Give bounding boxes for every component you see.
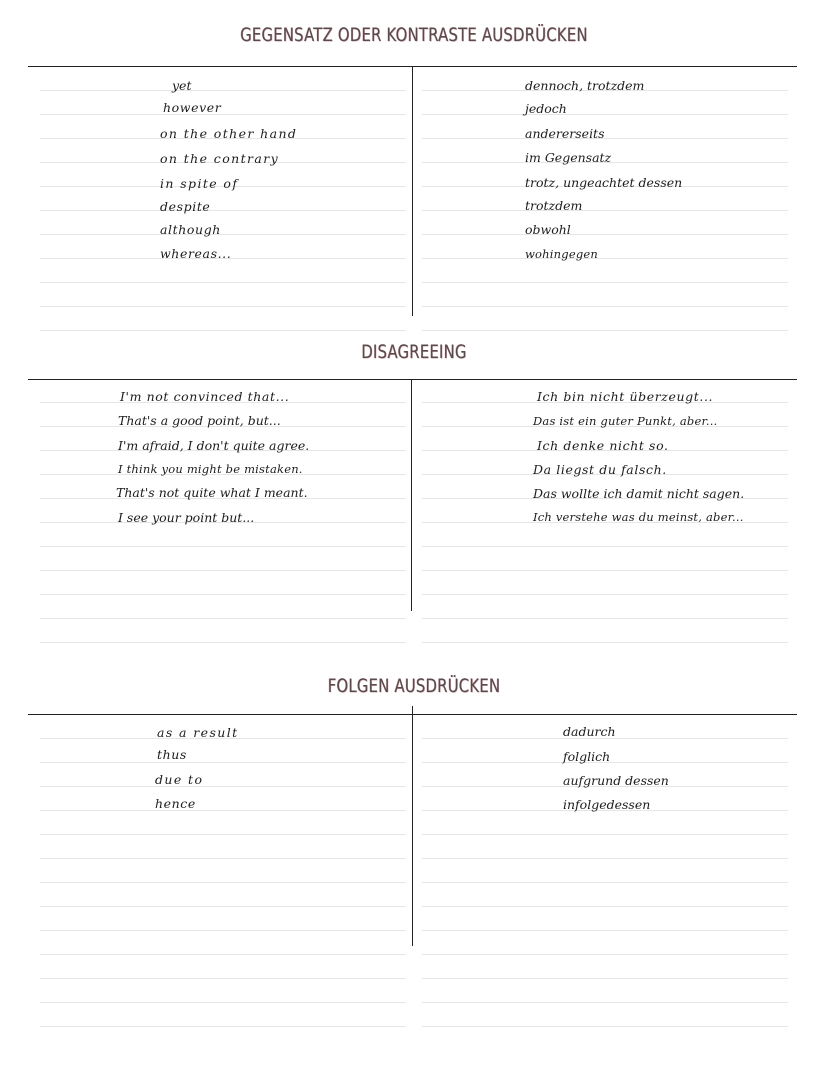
list-item: folglich: [563, 749, 611, 764]
list-item: aufgrund dessen: [563, 773, 669, 788]
section-3-divider-vertical: [412, 706, 413, 946]
list-item: wohingegen: [525, 247, 598, 261]
list-item: due to: [155, 772, 204, 787]
ruling-line: [40, 618, 406, 619]
ruling-line: [422, 114, 788, 115]
section-1-title: GEGENSATZ ODER KONTRASTE AUSDRÜCKEN: [240, 24, 588, 46]
ruling-line: [422, 282, 788, 283]
ruling-line: [40, 594, 406, 595]
ruling-line: [40, 114, 406, 115]
list-item: however: [163, 100, 222, 115]
list-item: whereas...: [160, 246, 232, 261]
ruling-line: [422, 234, 788, 235]
list-item: infolgedessen: [563, 797, 651, 812]
ruling-line: [40, 858, 406, 859]
list-item: although: [160, 222, 221, 237]
list-item: Das ist ein guter Punkt, aber...: [533, 414, 718, 428]
ruling-line: [422, 1002, 788, 1003]
ruling-line: [422, 906, 788, 907]
ruling-line: [422, 618, 788, 619]
ruling-line: [40, 330, 406, 331]
section-2-divider-vertical: [411, 379, 412, 611]
list-item: jedoch: [525, 101, 567, 116]
ruling-line: [422, 546, 788, 547]
ruling-line: [422, 978, 788, 979]
ruling-line: [40, 882, 406, 883]
list-item: dadurch: [563, 724, 616, 739]
list-item: Da liegst du falsch.: [533, 462, 667, 477]
ruling-line: [40, 306, 406, 307]
list-item: Ich denke nicht so.: [537, 438, 669, 453]
list-item: dennoch, trotzdem: [525, 78, 645, 93]
ruling-line: [40, 642, 406, 643]
list-item: Ich verstehe was du meinst, aber...: [533, 510, 744, 524]
ruling-line: [40, 786, 406, 787]
ruling-line: [40, 546, 406, 547]
ruling-line: [40, 954, 406, 955]
ruling-line: [422, 330, 788, 331]
ruling-line: [422, 954, 788, 955]
list-item: I see your point but...: [118, 510, 255, 525]
list-item: on the other hand: [160, 126, 298, 141]
list-item: trotzdem: [525, 198, 583, 213]
ruling-line: [422, 882, 788, 883]
ruling-line: [422, 594, 788, 595]
ruling-line: [40, 210, 406, 211]
list-item: thus: [157, 747, 187, 762]
section-3-title: FOLGEN AUSDRÜCKEN: [327, 675, 501, 697]
section-2-divider-horizontal: [28, 379, 797, 380]
list-item: andererseits: [525, 126, 605, 141]
ruling-line: [40, 930, 406, 931]
ruling-line: [422, 210, 788, 211]
list-item: I'm not convinced that...: [120, 389, 290, 404]
ruling-line: [40, 90, 406, 91]
list-item: I'm afraid, I don't quite agree.: [118, 438, 310, 453]
ruling-line: [422, 1026, 788, 1027]
list-item: hence: [155, 796, 196, 811]
ruling-line: [422, 138, 788, 139]
list-item: obwohl: [525, 222, 571, 237]
list-item: despite: [160, 199, 211, 214]
list-item: I think you might be mistaken.: [118, 462, 303, 476]
ruling-line: [40, 762, 406, 763]
list-item: on the contrary: [160, 151, 280, 166]
ruling-line: [422, 858, 788, 859]
ruling-line: [422, 306, 788, 307]
ruling-line: [40, 1002, 406, 1003]
list-item: That's not quite what I meant.: [116, 485, 308, 500]
ruling-line: [40, 906, 406, 907]
ruling-line: [40, 282, 406, 283]
ruling-line: [40, 570, 406, 571]
ruling-line: [40, 978, 406, 979]
ruling-line: [40, 834, 406, 835]
ruling-line: [40, 1026, 406, 1027]
list-item: as a result: [157, 725, 239, 740]
ruling-line: [40, 234, 406, 235]
list-item: im Gegensatz: [525, 150, 612, 165]
list-item: yet: [172, 78, 192, 93]
section-2-title: DISAGREEING: [361, 341, 467, 363]
ruling-line: [422, 642, 788, 643]
list-item: Das wollte ich damit nicht sagen.: [533, 486, 745, 501]
list-item: That's a good point, but...: [118, 413, 281, 428]
ruling-line: [40, 810, 406, 811]
ruling-line: [422, 834, 788, 835]
list-item: Ich bin nicht überzeugt...: [537, 389, 714, 404]
section-1-divider-vertical: [412, 66, 413, 316]
list-item: trotz, ungeachtet dessen: [525, 175, 683, 190]
ruling-line: [422, 930, 788, 931]
ruling-line: [422, 570, 788, 571]
list-item: in spite of: [160, 176, 239, 191]
ruling-line: [422, 258, 788, 259]
